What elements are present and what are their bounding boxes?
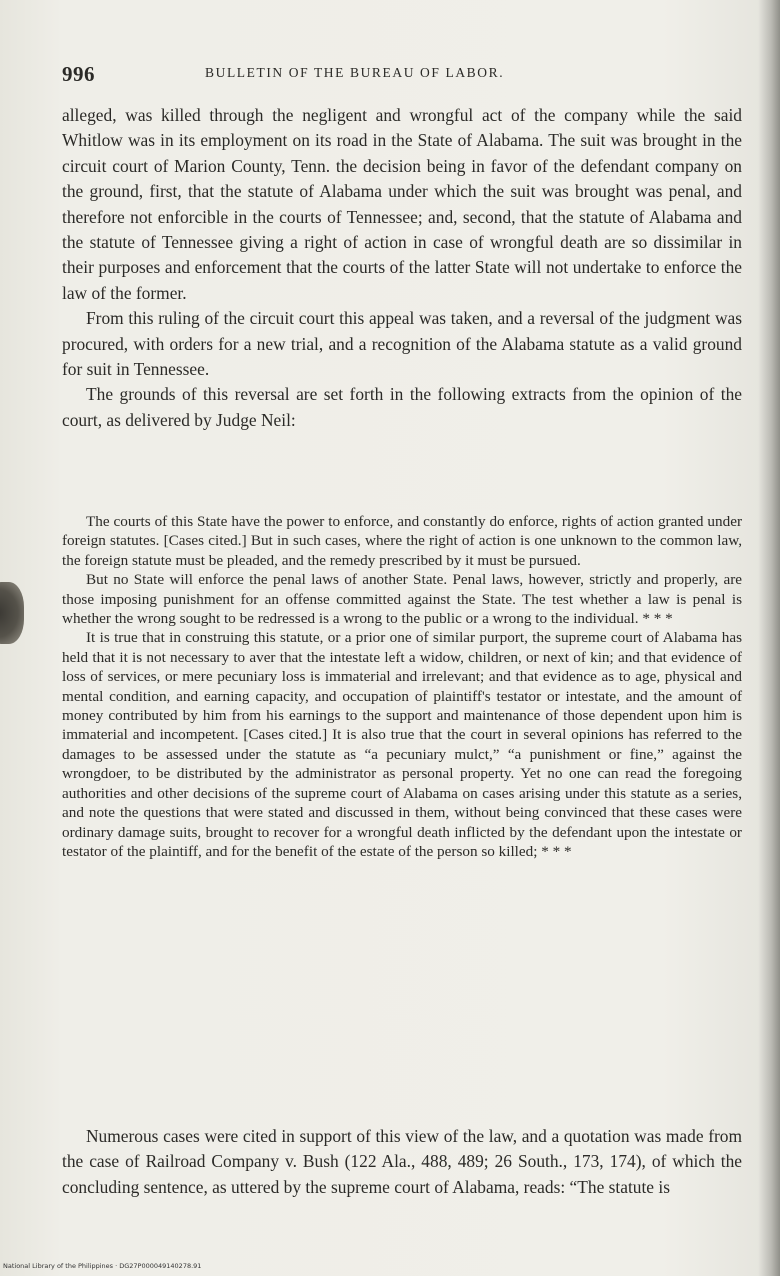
paragraph-2: From this ruling of the circuit court this appeal was taken, and a reversal of the judgment was procured, with orders for a new trial, and a recognition of the Alabama statute as a valid ground for suit in Tennessee. — [62, 308, 742, 380]
scan-footer: National Library of the Philippines · DG27P000049140278.91 — [3, 1262, 202, 1270]
running-title: BULLETIN OF THE BUREAU OF LABOR. — [205, 65, 505, 80]
paragraph-block-intro — [62, 103, 742, 433]
paragraph-block-closing — [62, 1124, 742, 1200]
binding-clip — [0, 582, 24, 644]
page-number: 996 — [62, 62, 95, 86]
page-header — [62, 62, 742, 90]
paragraph-1: alleged, was killed through the negligent and wrongful act of the company while the said Whitlow was in its employment on its road in the State of Alabama. The suit was brought in the circuit court of Marion County, Tenn. the decision being in favor of the defendant company on the ground, first, that the statute of Alabama under which the suit was brought was penal, and therefore not enforcible in the courts of Tennessee; and, second, that the statute of Alabama and the statute of Tennessee giving a right of action in case of wrongful death are so dissimilar in their purposes and enforcement that the courts of the latter State will not undertake to enforce the law of the former. — [62, 105, 742, 303]
quote-paragraph-2: But no State will enforce the penal laws of another State. Penal laws, however, strictly and properly, are those imposing punishment for an offense committed against the State. The test whether a law is penal is whether the wrong sought to be redressed is a wrong to the public or a wrong to the individual. * * * — [62, 571, 742, 628]
page-edge-shadow — [758, 0, 780, 1276]
quote-paragraph-3: It is true that in construing this statute, or a prior one of similar purport, the supreme court of Alabama has held that it is not necessary to aver that the intestate left a widow, children, or next of kin; and that evidence of loss of services, or mere pecuniary loss is immaterial and irrelevant; and that evidence as to age, physical and mental condition, and earning capacity, and occupation of plaintiff's testator or intestate, and the amount of money contributed by him from his earnings to the support and maintenance of those dependent upon him is immaterial and incompetent. [Cases cited.] It is also true that the court in several opinions has referred to the damages to be assessed under the statute as “a pecuniary mulct,” “a punishment or fine,” against the wrongdoer, to be distributed by the administrator as personal property. Yet no one can read the foregoing authorities and other decisions of the supreme court of Alabama on cases arising under this statute as a series, and note the questions that were stated and discussed in them, without being convinced that these cases were ordinary damage suits, brought to recover for a wrongful death inflicted by the defendant upon the intestate or testator of the plaintiff, and for the benefit of the estate of the person so killed; * * * — [62, 629, 742, 860]
quote-paragraph-1: The courts of this State have the power to enforce, and constantly do enforce, rights of action granted under foreign statutes. [Cases cited.] But in such cases, where the right of action is one unknown to the common law, the foreign statute must be pleaded, and the remedy prescribed by it must be pursued. — [62, 513, 742, 569]
paragraph-3: The grounds of this reversal are set forth in the following extracts from the opinion of the court, as delivered by Judge Neil: — [62, 384, 742, 430]
court-opinion-quote — [62, 512, 742, 861]
closing-paragraph: Numerous cases were cited in support of this view of the law, and a quotation was made from the case of Railroad Company v. Bush (122 Ala., 488, 489; 26 South., 173, 174), of which the concluding sentence, as uttered by the supreme court of Alabama, reads: “The statute is — [62, 1126, 742, 1197]
